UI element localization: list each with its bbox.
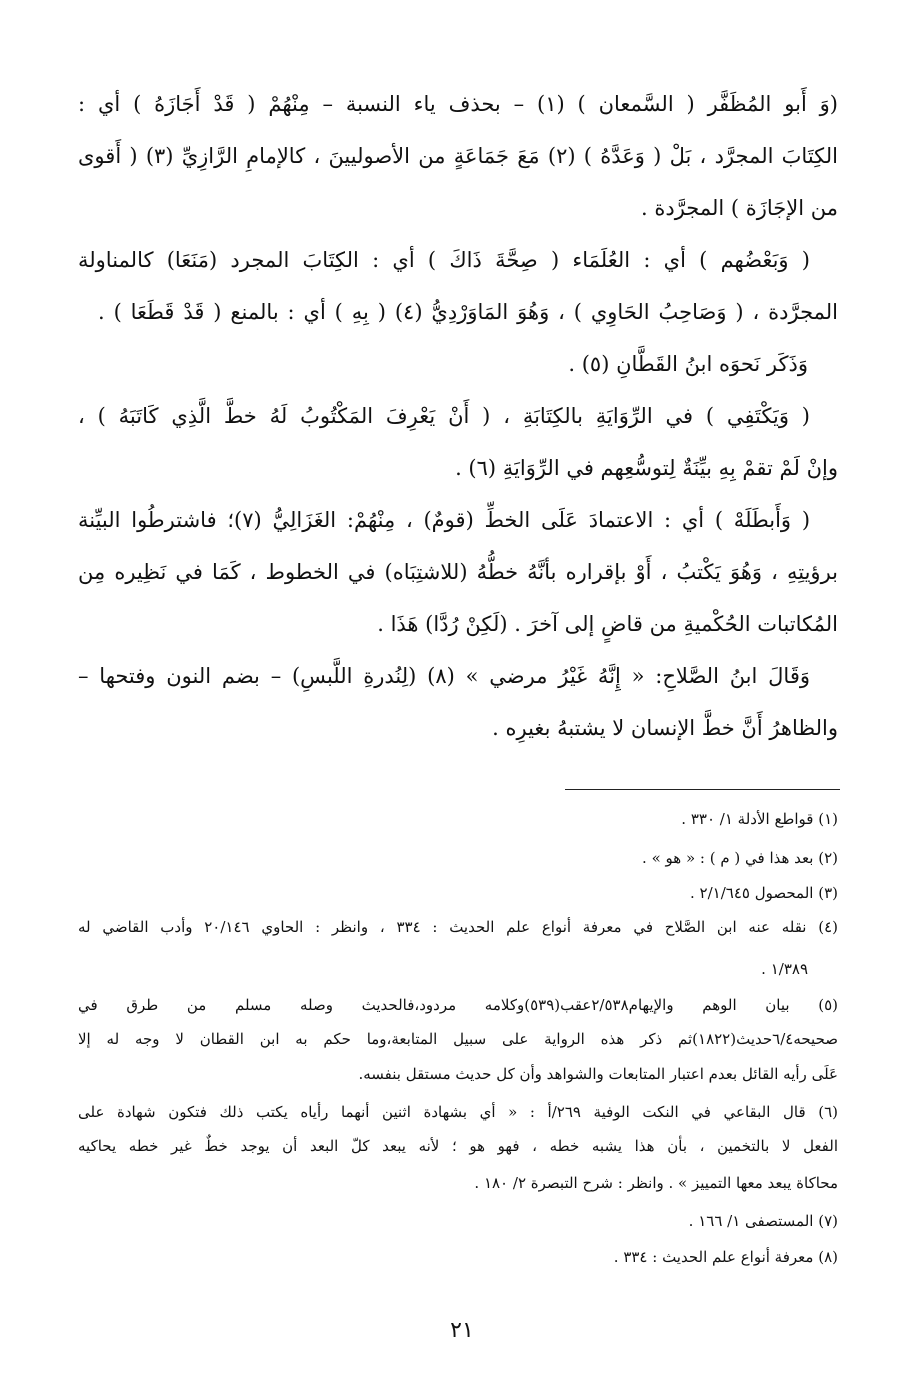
footnote-6-cont-2: محاكاة يبعد معها التمييز » . وانظر : شرح التبصرة ٢/ ١٨٠ . [474, 1174, 838, 1192]
body-line-7: ( وَيَكْتَفِي ) في الرِّوَايَةِ بالكِتَابَةِ ، ( أَنْ يَعْرِفَ المَكْتُوبُ لَهُ خطَّ الَّذِي كَاتَبَهُ ) ، [78, 404, 810, 428]
footnote-6: (٦) قال البقاعي في النكت الوفية ٢٦٩/أ : « أي بشهادة اثنين أنهما رأياه يكتب ذلك فتكون شهادة على [78, 1103, 838, 1121]
footnote-4: (٤) نقله عنه ابن الصَّلاح في معرفة أنواع علم الحديث : ٣٣٤ ، وانظر : الحاوي ٢٠/١٤٦ وأدب القاضي له [78, 918, 838, 936]
body-line-4: ( وَبَعْضُهم ) أي : العُلَمَاء ( صِحَّةَ ذَاكَ ) أي : الكِتَابَ المجرد (مَنَعَا) كالمناولة [78, 248, 810, 272]
body-line-1: (وَ أَبو المُظَفَّر ( السَّمعان ) (١) – بحذف ياء النسبة – مِنْهُمْ ( قَدْ أَجَازَهُ ) أي : [78, 92, 838, 116]
body-line-5: المجرَّدة ، ( وَصَاحِبُ الحَاوِي ) ، وَهُوَ المَاوَرْدِيُّ (٤) ( بِهِ ) أي : بالمنع ( قَدْ قَطَعَا ) . [98, 300, 838, 324]
footnote-3: (٣) المحصول ٢/١/٦٤٥ . [690, 884, 838, 902]
page-number: ٢١ [450, 1318, 474, 1343]
footnote-5-cont-2: عَلَى رأيه القائل بعدم اعتبار المتابعات والشواهد وأن كل حديث مستقل بنفسه. [358, 1065, 838, 1083]
body-line-11: المُكاتبات الحُكْميةِ من قاضٍ إلى آخرَ . (لَكِنْ رُدَّا) هَذَا . [377, 612, 838, 636]
footnote-8: (٨) معرفة أنواع علم الحديث : ٣٣٤ . [613, 1248, 838, 1266]
body-line-12: وَقَالَ ابنُ الصَّلاحِ: « إِنَّهُ غَيْرُ مرضي » (٨) (لِنُدرةِ اللَّبسِ) – بضم النون وفتحها – [78, 664, 810, 688]
footnote-1: (١) قواطع الأدلة ١/ ٣٣٠ . [681, 810, 838, 828]
footnote-5-cont-1: صحيحه٦/٤حديث(١٨٢٢)ثم ذكر هذه الرواية على سبيل المتابعة،وما حكم به ابن القطان لا وجه له إلا [78, 1030, 838, 1048]
body-line-2: الكِتَابَ المجرَّد ، بَلْ ( وَعَدَّهُ ) (٢) مَعَ جَمَاعَةٍ من الأصوليينَ ، كالإمامِ الرَّازِيِّ (٣) ( أَقوى [78, 144, 838, 168]
body-line-3: من الإجَازَة ) المجرَّدة . [640, 196, 838, 220]
footnote-4-cont: ١/٣٨٩ . [761, 960, 808, 978]
body-line-13: والظاهرُ أَنَّ خطَّ الإنسان لا يشتبهُ بغيرِه . [492, 716, 838, 740]
body-line-8: وإنْ لَمْ تقمْ بِهِ بيِّنَةٌ لِتوسُّعِهم في الرِّوَايَةِ (٦) . [455, 456, 838, 480]
body-line-10: برؤيتِهِ ، وَهُوَ يَكْتبُ ، أَوْ بإقراره بأنَّهُ خطُّهُ (للاشتِبَاه) في الخطوط ، كَمَا في نَظِيره مِن [78, 560, 838, 584]
footnote-6-cont-1: الفعل لا بالتخمين ، بأن هذا يشبه خطه ، فهو هو ؛ لأنه يبعد كلّ البعد أن يوجد خطٌ غير خطه يحاكيه [78, 1137, 838, 1155]
footnote-5: (٥) بيان الوهم والإيهام٢/٥٣٨عقب(٥٣٩)وكلامه مردود،فالحديث وصله مسلم من طرق في [78, 996, 838, 1014]
footnote-7: (٧) المستصفى ١/ ١٦٦ . [688, 1212, 838, 1230]
body-line-9: ( وَأَبطَلَهْ ) أي : الاعتمادَ عَلَى الخطِّ (قومٌ) ، مِنْهُمْ: الغَزَالِيُّ (٧)؛ فاشترطُوا البيِّنة [78, 508, 811, 532]
body-line-6: وَذَكَر نَحوَه ابنُ القَطَّانِ (٥) . [568, 352, 808, 376]
footnote-2: (٢) بعد هذا في ( م ) : « هو » . [642, 849, 838, 867]
footnote-separator [565, 789, 840, 790]
